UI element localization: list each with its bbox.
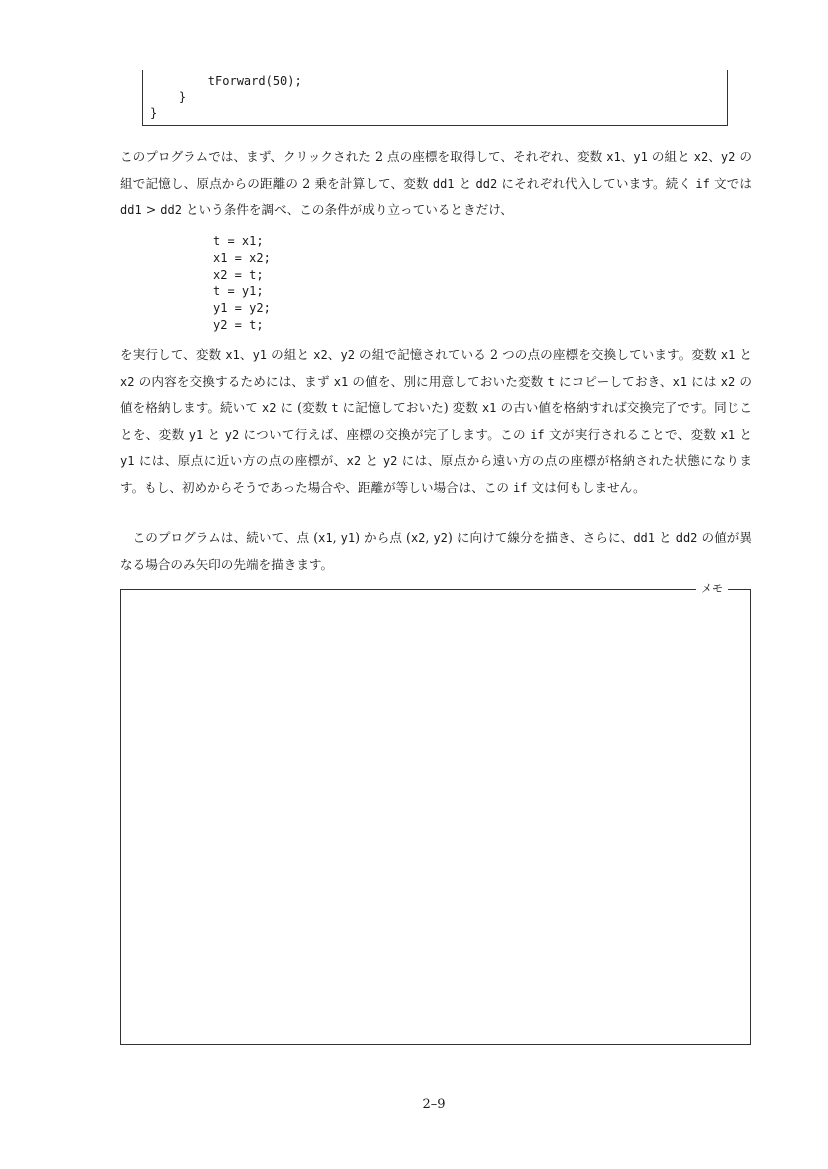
- text: 、: [239, 347, 253, 362]
- code-line: }: [150, 106, 158, 120]
- code-term: if: [513, 480, 528, 495]
- text: に (変数: [276, 400, 332, 415]
- code-term: dd2: [475, 176, 498, 191]
- code-term: t: [331, 401, 339, 415]
- code-term: x1: [318, 531, 333, 545]
- text: には、原点から遠い方の点の座標が格納された状態になります。もし、初めからそうであった場合や、距離が等しい場合は、この: [120, 453, 752, 495]
- text: >: [141, 202, 161, 217]
- memo-box: [120, 582, 751, 1045]
- text: の組で記憶し、原点からの距離の 2 乗を計算して、変数: [120, 149, 753, 191]
- text: を実行して、変数: [120, 347, 226, 362]
- code-term: y1: [633, 150, 648, 164]
- text: 、: [708, 149, 721, 164]
- text: ) から点 (: [355, 530, 411, 545]
- text: の組で記憶されている 2 つの点の座標を交換しています。変数: [354, 347, 721, 362]
- code-term: dd1: [120, 203, 142, 217]
- code-term: x2: [693, 150, 709, 164]
- code-line: x1 = x2;: [213, 250, 271, 265]
- code-term: dd1: [633, 531, 655, 545]
- code-term: x1: [720, 348, 736, 362]
- code-term: x1: [606, 150, 621, 164]
- page-number: 2–9: [422, 1097, 446, 1112]
- code-term: y2: [382, 454, 398, 468]
- code-line: y2 = t;: [213, 317, 264, 332]
- code-term: x1: [333, 374, 349, 389]
- code-term: x2: [120, 374, 135, 389]
- text: にコピーしておき、: [554, 373, 673, 389]
- code-line: t = x1;: [213, 234, 264, 248]
- code-term: x1: [225, 348, 240, 362]
- code-line: }: [150, 90, 187, 104]
- code-term: x2: [720, 374, 736, 389]
- code-term: y2: [340, 348, 355, 362]
- code-term: y1: [188, 427, 204, 442]
- paragraph-arrow-drawing: [120, 525, 752, 578]
- text: の値を格納します。続いて: [120, 373, 752, 415]
- text: と: [361, 453, 383, 468]
- paragraph-swap-explanation: [120, 342, 752, 501]
- code-line: y1 = y2;: [213, 301, 271, 316]
- code-term: dd2: [160, 203, 182, 217]
- code-term: x2: [410, 531, 426, 545]
- text: このプログラムは、続いて、点 (: [132, 530, 319, 545]
- text: ,: [425, 530, 434, 545]
- text: 、: [620, 149, 634, 164]
- text: の値を、別に用意しておいた変数: [348, 373, 548, 389]
- swap-code-block: [213, 233, 271, 334]
- paragraph-intro: [120, 144, 752, 224]
- code-line: t = y1;: [213, 284, 264, 299]
- code-term: x2: [346, 454, 362, 468]
- code-term: y2: [720, 150, 736, 164]
- code-term: x2: [313, 348, 328, 362]
- code-term: if: [695, 176, 710, 191]
- text: について行えば、座標の交換が完了します。この: [239, 426, 531, 442]
- text: と: [454, 175, 476, 191]
- text: 文が実行されることで、変数: [544, 426, 721, 442]
- code-term: y2: [224, 427, 240, 442]
- code-term: x1: [720, 427, 736, 442]
- code-line: tForward(50);: [150, 74, 302, 88]
- text: の古い値を格納すれば交換完了です。同じことを、変数: [120, 400, 752, 442]
- text: の値が異なる場合のみ矢印の先端を描きます。: [120, 530, 752, 572]
- text: の組と: [647, 149, 694, 164]
- text: 文は何もしません。: [527, 479, 646, 495]
- code-term: y1: [340, 531, 356, 545]
- text: に記憶しておいた) 変数: [338, 400, 482, 415]
- text: ,: [332, 530, 341, 545]
- code-term: t: [547, 374, 555, 389]
- code-term: dd2: [675, 531, 698, 545]
- code-term: if: [530, 427, 545, 442]
- text: 、: [327, 347, 341, 362]
- memo-label: メモ: [696, 581, 728, 597]
- text: には、原点に近い方の点の座標が、: [134, 453, 347, 468]
- text: と: [203, 426, 225, 442]
- code-term: x1: [672, 374, 688, 389]
- text: と: [655, 530, 676, 545]
- code-term: dd1: [432, 176, 455, 191]
- text: という条件を調べ、この条件が成り立っているときだけ、: [181, 202, 513, 217]
- text: と: [735, 426, 752, 442]
- code-line: x2 = t;: [213, 267, 264, 282]
- text: 文では: [709, 175, 752, 191]
- code-term: x2: [261, 401, 277, 415]
- text: にそれぞれ代入しています。続く: [497, 175, 696, 191]
- code-term: y1: [252, 348, 268, 362]
- code-term: y2: [433, 531, 448, 545]
- text: の組と: [267, 347, 314, 362]
- text: ) に向けて線分を描き、さらに、: [447, 530, 634, 545]
- text: の内容を交換するためには、まず: [134, 373, 334, 389]
- code-term: x1: [481, 401, 497, 415]
- text: には: [687, 373, 721, 389]
- code-term: y1: [120, 454, 135, 468]
- text: と: [735, 347, 752, 362]
- text: このプログラムでは、まず、クリックされた 2 点の座標を取得して、それぞれ、変数: [120, 149, 607, 164]
